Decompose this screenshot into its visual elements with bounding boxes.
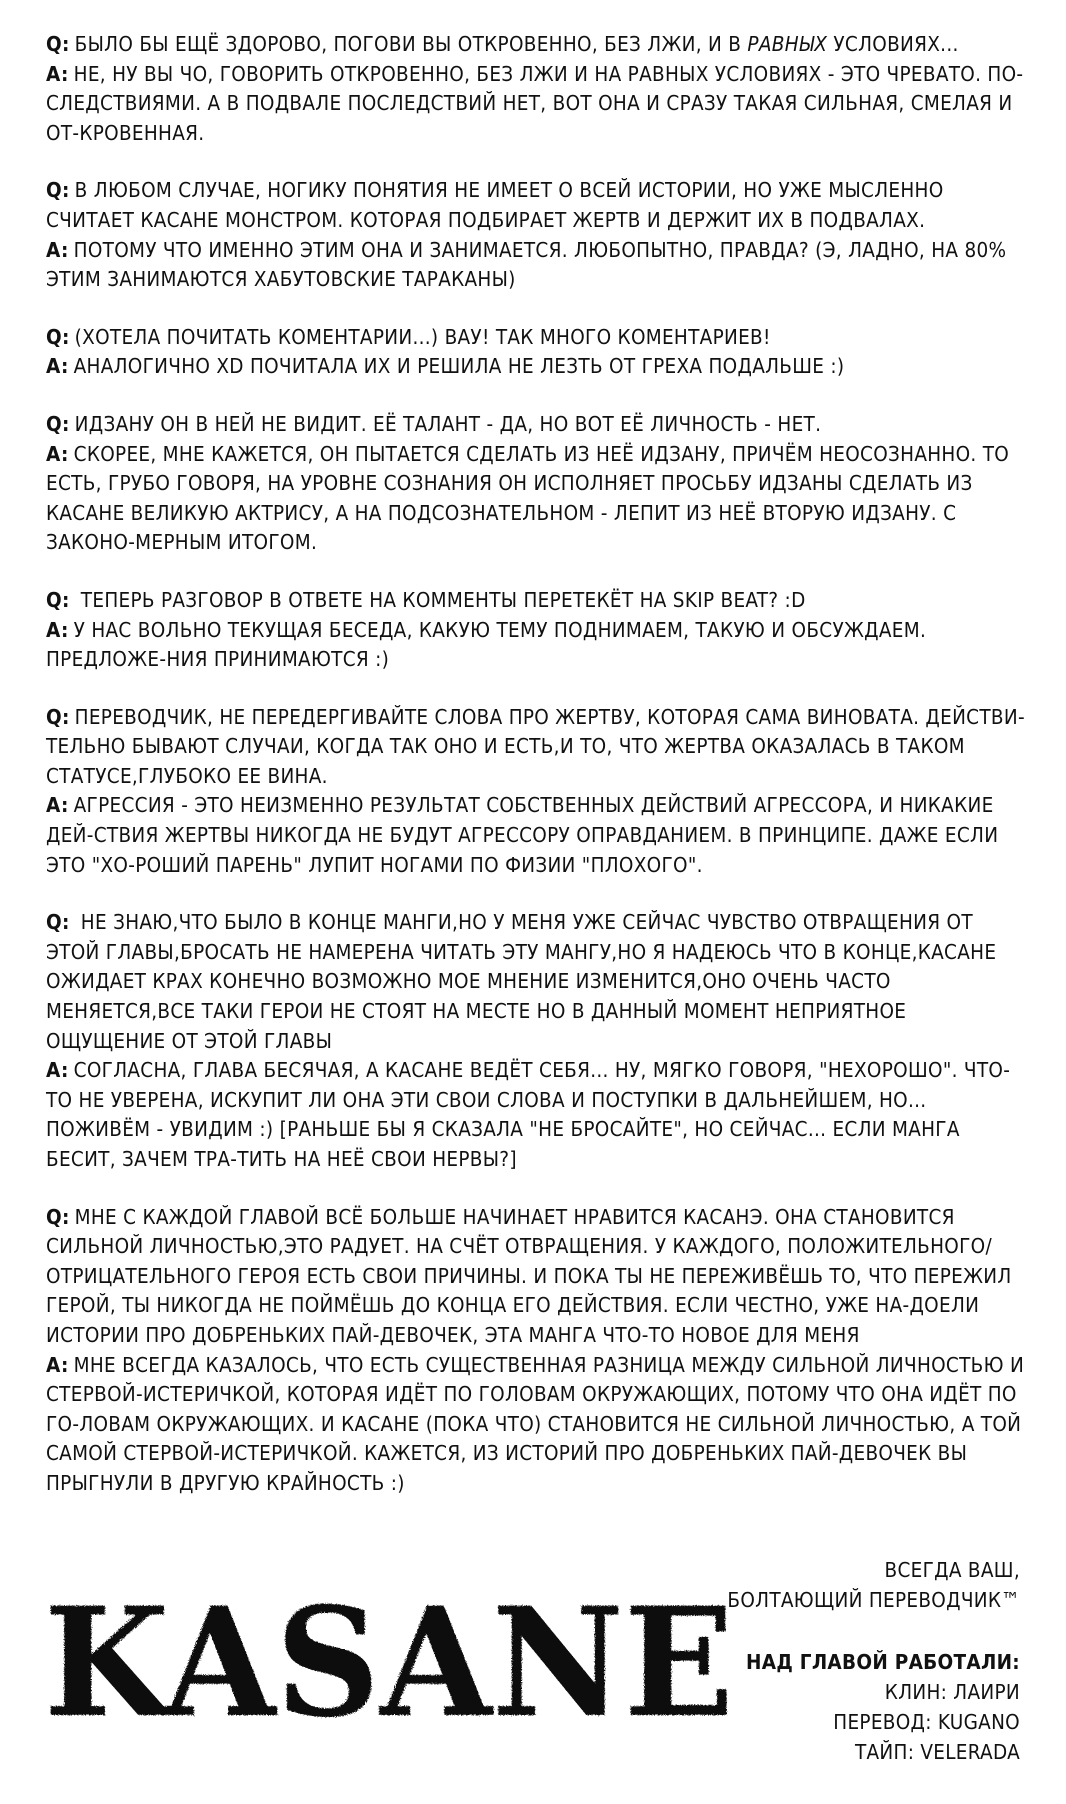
signature-line: БОЛТАЮЩИЙ ПЕРЕВОДЧИК™: [727, 1588, 1020, 1612]
qa-block: [46, 410, 1026, 558]
answer-label: A:: [46, 61, 69, 86]
qa-block: [46, 30, 1026, 148]
question-text-part: БЫЛО БЫ ЕЩЁ ЗДОРОВО, ПОГОВИ ВЫ ОТКРОВЕННО, БЕЗ ЛЖИ, И В: [74, 32, 748, 56]
question-emphasis: РАВНЫХ: [747, 32, 828, 56]
question: [46, 323, 1026, 353]
answer-label: A:: [46, 617, 69, 642]
credit-item: КЛИН: ЛАИРИ: [884, 1680, 1020, 1704]
credits-title: НАД ГЛАВОЙ РАБОТАЛИ:: [746, 1650, 1020, 1674]
question-label: Q:: [46, 1204, 70, 1229]
qa-block: [46, 703, 1026, 881]
answer-text: ПОТОМУ ЧТО ИМЕННО ЭТИМ ОНА И ЗАНИМАЕТСЯ. ЛЮБОПЫТНО, ПРАВДА? (Э, ЛАДНО, НА 80% ЭТИМ ЗАНИМАЮТСЯ ХАБУТОВСКИЕ ТАРАКАНЫ): [46, 237, 1007, 292]
answer-text: МНЕ ВСЕГДА КАЗАЛОСЬ, ЧТО ЕСТЬ СУЩЕСТВЕННАЯ РАЗНИЦА МЕЖДУ СИЛЬНОЙ ЛИЧНОСТЬЮ И СТЕРВОЙ-ИСТЕРИЧКОЙ, КОТОРАЯ ИДЁТ ПО ГОЛОВАМ ОКРУЖАЮЩИХ, ПОТОМУ ЧТО ОНА ИДЁТ ПО ГО-ЛОВАМ ОКРУЖАЮЩИХ. И КАСАНЕ (ПОКА ЧТО) СТАНОВИТСЯ НЕ СИЛЬНОЙ ЛИЧНОСТЬЮ, А ТОЙ САМОЙ СТЕРВОЙ-ИСТЕРИЧКОЙ. КАЖЕТСЯ, ИЗ ИСТОРИЙ ПРО ДОБРЕНЬКИХ ПАЙ-ДЕВОЧЕК ВЫ ПРЫГНУЛИ В ДРУГУЮ КРАЙНОСТЬ :): [46, 1352, 1025, 1495]
question-label: Q:: [46, 411, 70, 436]
answer-label: A:: [46, 237, 69, 262]
qa-block: [46, 323, 1026, 382]
answer: [46, 791, 1026, 880]
question-text: (ХОТЕЛА ПОЧИТАТЬ КОМЕНТАРИИ...) ВАУ! ТАК МНОГО КОМЕНТАРИЕВ!: [74, 324, 771, 349]
answer: [46, 236, 1026, 295]
qa-block: [46, 908, 1026, 1174]
question-label: Q:: [46, 324, 70, 349]
question-label: Q:: [46, 587, 70, 612]
question-label: Q:: [46, 910, 70, 935]
signature-line: ВСЕГДА ВАШ,: [884, 1558, 1020, 1582]
question: [46, 410, 1026, 440]
question-text: В ЛЮБОМ СЛУЧАЕ, НОГИКУ ПОНЯТИЯ НЕ ИМЕЕТ О ВСЕЙ ИСТОРИИ, НО УЖЕ МЫСЛЕННО СЧИТАЕТ КАСАНЕ МОНСТРОМ. КОТОРАЯ ПОДБИРАЕТ ЖЕРТВ И ДЕРЖИТ ИХ В ПОДВАЛАХ.: [46, 178, 944, 232]
logo-text: KASANE: [44, 1575, 734, 1745]
credit-item: ТАЙП: VELERADA: [854, 1740, 1020, 1764]
qa-column: [46, 30, 1026, 1527]
qa-block: [46, 176, 1026, 294]
qa-block: [46, 1203, 1026, 1499]
answer-text: У НАС ВОЛЬНО ТЕКУЩАЯ БЕСЕДА, КАКУЮ ТЕМУ ПОДНИМАЕМ, ТАКУЮ И ОБСУЖДАЕМ. ПРЕДЛОЖЕ-НИЯ ПРИНИМАЮТСЯ :): [46, 617, 927, 672]
answer-text: АНАЛОГИЧНО XD ПОЧИТАЛА ИХ И РЕШИЛА НЕ ЛЕЗТЬ ОТ ГРЕХА ПОДАЛЬШЕ :): [73, 354, 845, 379]
question-label: Q:: [46, 704, 70, 729]
question: [46, 30, 1026, 60]
question-text: ТЕПЕРЬ РАЗГОВОР В ОТВЕТЕ НА КОММЕНТЫ ПЕРЕТЕКЁТ НА SKIP BEAT? :D: [74, 587, 806, 612]
question-label: Q:: [46, 178, 70, 203]
answer-text: АГРЕССИЯ - ЭТО НЕИЗМЕННО РЕЗУЛЬТАТ СОБСТВЕННЫХ ДЕЙСТВИЙ АГРЕССОРА, И НИКАКИЕ ДЕЙ-СТВИЯ ЖЕРТВЫ НИКОГДА НЕ БУДУТ АГРЕССОРУ ОПРАВДАНИЕМ. В ПРИНЦИПЕ. ДАЖЕ ЕСЛИ ЭТО "ХО-РОШИЙ ПАРЕНЬ" ЛУПИТ НОГАМИ ПО ФИЗИИ "ПЛОХОГО".: [46, 793, 999, 877]
answer: [46, 352, 1026, 382]
answer: [46, 616, 1026, 675]
answer-text: СОГЛАСНА, ГЛАВА БЕСЯЧАЯ, А КАСАНЕ ВЕДЁТ СЕБЯ... НУ, МЯГКО ГОВОРЯ, "НЕХОРОШО". ЧТО-ТО НЕ УВЕРЕНА, ИСКУПИТ ЛИ ОНА ЭТИ СВОИ СЛОВА И ПОСТУПКИ В ДАЛЬНЕЙШЕМ, НО... ПОЖИВЁМ - УВИДИМ :) [РАНЬШЕ БЫ Я СКАЗАЛА "НЕ БРОСАЙТЕ", НО СЕЙЧАС... ЕСЛИ МАНГА БЕСИТ, ЗАЧЕМ ТРА-ТИТЬ НА НЕЁ СВОИ НЕРВЫ?]: [46, 1058, 1011, 1171]
answer: [46, 1351, 1026, 1499]
answer-label: A:: [46, 441, 69, 466]
credit-item: ПЕРЕВОД: KUGANO: [833, 1710, 1020, 1734]
question-text-part: УСЛОВИЯХ...: [827, 32, 959, 56]
answer: [46, 1056, 1026, 1174]
question-text: ИДЗАНУ ОН В НЕЙ НЕ ВИДИТ. ЕЁ ТАЛАНТ - ДА, НО ВОТ ЕЁ ЛИЧНОСТЬ - НЕТ.: [74, 411, 822, 436]
answer-label: A:: [46, 1352, 69, 1377]
answer-label: A:: [46, 1058, 69, 1083]
question: [46, 586, 1026, 616]
question: [46, 176, 1026, 235]
answer-text: СКОРЕЕ, МНЕ КАЖЕТСЯ, ОН ПЫТАЕТСЯ СДЕЛАТЬ ИЗ НЕЁ ИДЗАНУ, ПРИЧЁМ НЕОСОЗНАННО. ТО ЕСТЬ, ГРУБО ГОВОРЯ, НА УРОВНЕ СОЗНАНИЯ ОН ИСПОЛНЯЕТ ПРОСЬБУ ИДЗАНЫ СДЕЛАТЬ ИЗ КАСАНЕ ВЕЛИКУЮ АКТРИСУ, А НА ПОДСОЗНАТЕЛЬНОМ - ЛЕПИТ ИЗ НЕЁ ВТОРУЮ ИДЗАНУ. С ЗАКОНО-МЕРНЫМ ИТОГОМ.: [46, 441, 1010, 555]
question: [46, 703, 1026, 792]
question-text: НЕ ЗНАЮ,ЧТО БЫЛО В КОНЦЕ МАНГИ,НО У МЕНЯ УЖЕ СЕЙЧАС ЧУВСТВО ОТВРАЩЕНИЯ ОТ ЭТОЙ ГЛАВЫ,БРОСАТЬ НЕ НАМЕРЕНА ЧИТАТЬ ЭТУ МАНГУ,НО Я НАДЕЮСЬ ЧТО В КОНЦЕ,КАСАНЕ ОЖИДАЕТ КРАХ КОНЕЧНО ВОЗМОЖНО МОЕ МНЕНИЕ ИЗМЕНИТСЯ,ОНО ОЧЕНЬ ЧАСТО МЕНЯЕТСЯ,ВСЕ ТАКИ ГЕРОИ НЕ СТОЯТ НА МЕСТЕ НО В ДАННЫЙ МОМЕНТ НЕПРИЯТНОЕ ОЩУЩЕНИЕ ОТ ЭТОЙ ГЛАВЫ: [46, 910, 997, 1053]
answer: [46, 440, 1026, 558]
question-text: МНЕ С КАЖДОЙ ГЛАВОЙ ВСЁ БОЛЬШЕ НАЧИНАЕТ НРАВИТСЯ КАСАНЭ. ОНА СТАНОВИТСЯ СИЛЬНОЙ ЛИЧНОСТЬЮ,ЭТО РАДУЕТ. НА СЧЁТ ОТВРАЩЕНИЯ. У КАЖДОГО, ПОЛОЖИТЕЛЬНОГО/ОТРИЦАТЕЛЬНОГО ГЕРОЯ ЕСТЬ СВОИ ПРИЧИНЫ. И ПОКА ТЫ НЕ ПЕРЕЖИВЁШЬ ТО, ЧТО ПЕРЕЖИЛ ГЕРОЙ, ТЫ НИКОГДА НЕ ПОЙМЁШЬ ДО КОНЦА ЕГО ДЕЙСТВИЯ. ЕСЛИ ЧЕСТНО, УЖЕ НА-ДОЕЛИ ИСТОРИИ ПРО ДОБРЕНЬКИХ ПАЙ-ДЕВОЧЕК, ЭТА МАНГА ЧТО-ТО НОВОЕ ДЛЯ МЕНЯ: [46, 1204, 1012, 1347]
question-label: Q:: [46, 32, 70, 56]
answer-label: A:: [46, 354, 69, 379]
question: [46, 908, 1026, 1056]
question: [46, 1203, 1026, 1351]
qa-block: [46, 586, 1026, 675]
answer-label: A:: [46, 793, 69, 818]
translator-signature: [727, 1555, 1020, 1767]
question-text: ПЕРЕВОДЧИК, НЕ ПЕРЕДЕРГИВАЙТЕ СЛОВА ПРО ЖЕРТВУ, КОТОРАЯ САМА ВИНОВАТА. ДЕЙСТВИ-ТЕЛЬНО БЫВАЮТ СЛУЧАИ, КОГДА ТАК ОНО И ЕСТЬ,И ТО, ЧТО ЖЕРТВА ОКАЗАЛАСЬ В ТАКОМ СТАТУСЕ,ГЛУБОКО ЕЕ ВИНА.: [46, 704, 1025, 788]
answer-text: НЕ, НУ ВЫ ЧО, ГОВОРИТЬ ОТКРОВЕННО, БЕЗ ЛЖИ И НА РАВНЫХ УСЛОВИЯХ - ЭТО ЧРЕВАТО. ПО-СЛЕДСТВИЯМИ. А В ПОДВАЛЕ ПОСЛЕДСТВИЙ НЕТ, ВОТ ОНА И СРАЗУ ТАКАЯ СИЛЬНАЯ, СМЕЛАЯ И ОТ-КРОВЕННАЯ.: [46, 61, 1024, 145]
answer: [46, 60, 1026, 149]
kasane-logo: [40, 1575, 740, 1745]
